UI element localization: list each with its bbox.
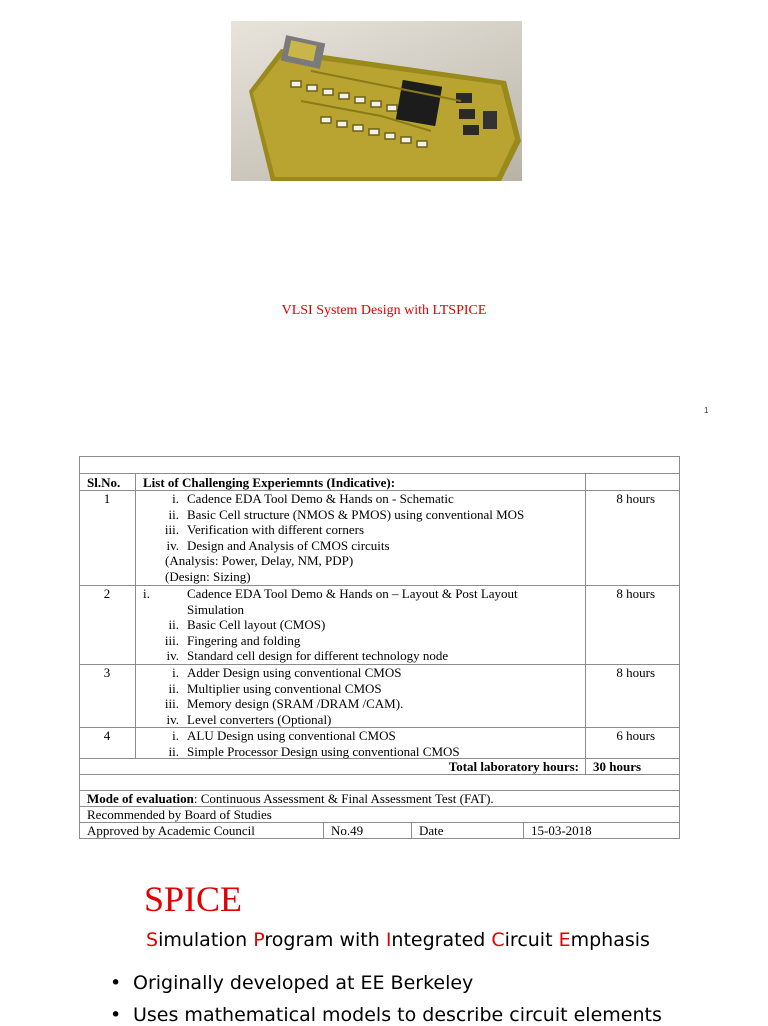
approved-by: Approved by Academic Council [87, 823, 255, 838]
mode-of-evaluation: Mode of evaluation: Continuous Assessment & Final Assessment Test (FAT). [87, 791, 494, 806]
date-label: Date [419, 823, 444, 838]
row-4-line-1: i. ALU Design using conventional CMOS [172, 728, 396, 743]
row-2-number: 2 [103, 586, 111, 601]
row-2-hours: 8 hours [616, 586, 655, 601]
total-hours-value: 30 hours [593, 759, 642, 774]
row-3-number: 3 [103, 665, 111, 680]
header-slno: Sl.No. [87, 475, 121, 490]
row-3-line-4: iv. Level converters (Optional) [166, 711, 332, 727]
row-3-line-2: ii. Multiplier using conventional CMOS [168, 680, 382, 696]
row-1-extra-2: (Design: Sizing) [165, 569, 251, 584]
row-2-line-4: iii. Fingering and folding [164, 632, 301, 648]
spice-heading: SPICE [144, 879, 243, 919]
row-3-line-1: i. Adder Design using conventional CMOS [172, 665, 402, 680]
row-2-line-3: ii. Basic Cell layout (CMOS) [168, 617, 326, 633]
row-1-hours: 8 hours [616, 491, 655, 506]
pcb-photo [231, 21, 522, 181]
course-table [79, 456, 680, 839]
header-experiments: List of Challenging Experiemnts (Indicative): [143, 475, 396, 490]
row-1-line-3: iii. Verification with different corners [164, 522, 364, 538]
page-number: 1 [704, 406, 709, 415]
row-2-line-5: iv. Standard cell design for different technology node [166, 648, 449, 664]
row-4-line-2: ii. Simple Processor Design using conventional CMOS [168, 743, 460, 759]
slide-title: VLSI System Design with LTSPICE [281, 303, 487, 318]
pcb-board-image [231, 21, 522, 181]
bullet-icon: • [110, 972, 122, 994]
row-1-extra-1: (Analysis: Power, Delay, NM, PDP) [165, 553, 354, 569]
row-3-hours: 8 hours [616, 665, 655, 680]
row-3-line-3: iii. Memory design (SRAM /DRAM /CAM). [164, 696, 404, 712]
bullet-item-2: • Uses mathematical models to describe circuit elements [110, 1004, 662, 1026]
row-1-line-2: ii. Basic Cell structure (NMOS & PMOS) using conventional MOS [168, 506, 525, 522]
row-4-hours: 6 hours [616, 728, 655, 743]
row-1-line-1: i. Cadence EDA Tool Demo & Hands on - Schematic [172, 491, 454, 506]
row-4-number: 4 [103, 728, 111, 743]
recommended-by: Recommended by Board of Studies [87, 807, 272, 822]
approval-number: No.49 [331, 823, 364, 838]
bullet-icon: • [110, 1004, 122, 1026]
bullet-item-1: • Originally developed at EE Berkeley [110, 972, 474, 994]
row-2-line-1: i. Cadence EDA Tool Demo & Hands on – Layout & Post Layout [143, 586, 518, 601]
date-value: 15-03-2018 [531, 823, 592, 838]
row-2-line-2: Simulation [187, 601, 245, 617]
spice-expansion: Simulation Program with Integrated Circuit Emphasis [146, 929, 650, 951]
row-1-line-4: iv. Design and Analysis of CMOS circuits [166, 537, 390, 553]
total-hours-label: Total laboratory hours: [448, 759, 579, 774]
row-1-number: 1 [103, 491, 111, 506]
